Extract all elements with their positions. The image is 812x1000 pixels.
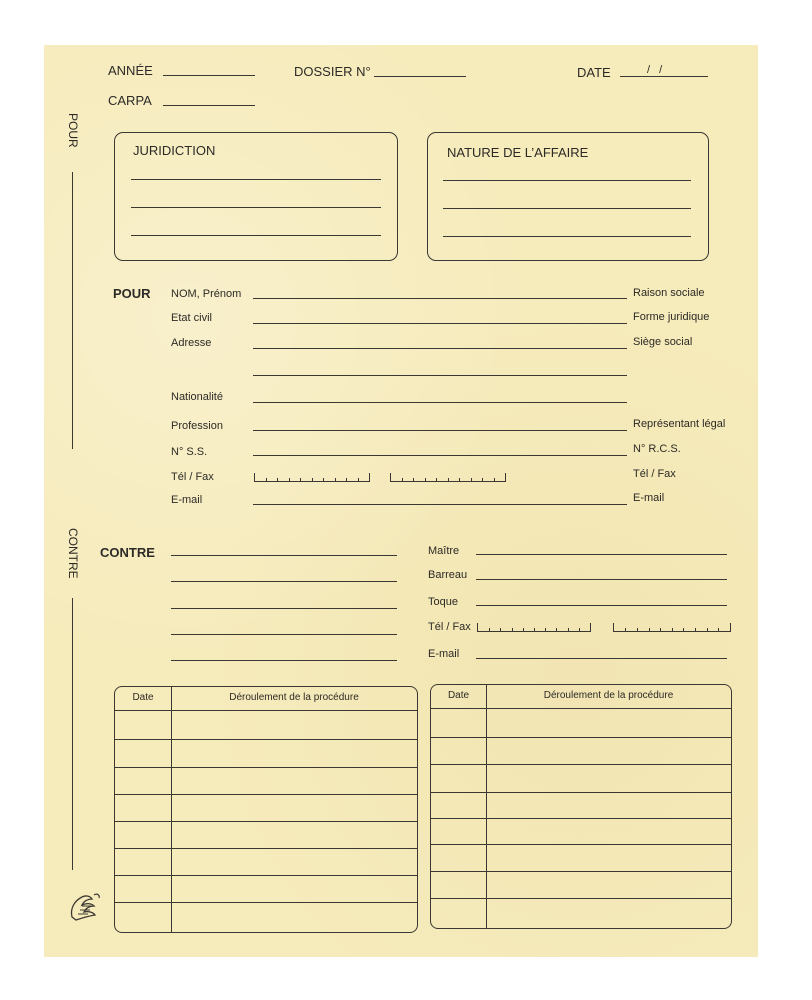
pour-label-tel-fax-right: Tél / Fax bbox=[633, 468, 676, 480]
table-row[interactable] bbox=[115, 821, 417, 822]
pour-label-tel: Tél / Fax bbox=[171, 471, 214, 483]
nature-line[interactable] bbox=[443, 180, 691, 181]
nature-label: NATURE DE L’AFFAIRE bbox=[447, 145, 589, 160]
table-row[interactable] bbox=[115, 848, 417, 849]
pour-label-representant: Représentant légal bbox=[633, 418, 726, 430]
contre-label-email: E-mail bbox=[428, 648, 460, 660]
pour-label-profession: Profession bbox=[171, 420, 223, 432]
date-slashes: / / bbox=[647, 64, 666, 76]
pour-label-email: E-mail bbox=[171, 494, 203, 506]
table-header-procedure: Déroulement de la procédure bbox=[229, 692, 359, 703]
table-row[interactable] bbox=[115, 794, 417, 795]
contre-tel-digit-box[interactable] bbox=[477, 623, 591, 632]
annee-label: ANNÉE bbox=[108, 63, 153, 78]
pour-label-ss: N° S.S. bbox=[171, 446, 208, 458]
pour-label-rcs: N° R.C.S. bbox=[633, 443, 681, 455]
side-contre-label: CONTRE bbox=[66, 528, 80, 579]
pour-label-siege-social: Siège social bbox=[633, 336, 693, 348]
contre-field-line[interactable] bbox=[171, 608, 397, 609]
table-column-divider bbox=[486, 685, 487, 928]
pour-field-line[interactable] bbox=[253, 402, 627, 403]
pour-title: POUR bbox=[113, 286, 151, 301]
date-label: DATE bbox=[577, 65, 611, 80]
table-row[interactable] bbox=[431, 818, 731, 819]
table-row[interactable] bbox=[115, 875, 417, 876]
nature-box bbox=[427, 132, 709, 261]
pour-label-etat-civil: Etat civil bbox=[171, 312, 212, 324]
contre-label-toque: Toque bbox=[428, 596, 458, 608]
pour-field-line[interactable] bbox=[253, 348, 627, 349]
nature-line[interactable] bbox=[443, 208, 691, 209]
side-contre-line bbox=[72, 598, 73, 870]
contre-right-line[interactable] bbox=[476, 658, 727, 659]
procedure-table-left bbox=[114, 686, 418, 933]
pour-label-nom: NOM, Prénom bbox=[171, 288, 242, 300]
juridiction-line[interactable] bbox=[131, 207, 381, 208]
pour-label-email-right: E-mail bbox=[633, 492, 665, 504]
pour-label-forme-juridique: Forme juridique bbox=[633, 311, 710, 323]
pour-field-line[interactable] bbox=[253, 455, 627, 456]
table-header-procedure: Déroulement de la procédure bbox=[543, 690, 674, 701]
pour-label-adresse: Adresse bbox=[171, 337, 212, 349]
side-pour-label: POUR bbox=[66, 113, 80, 148]
pour-field-line[interactable] bbox=[253, 430, 627, 431]
pour-label-raison-sociale: Raison sociale bbox=[633, 287, 705, 299]
nature-line[interactable] bbox=[443, 236, 691, 237]
table-header-date: Date bbox=[132, 692, 154, 703]
contre-field-line[interactable] bbox=[171, 581, 397, 582]
annee-line[interactable] bbox=[163, 75, 255, 76]
contre-label-maitre: Maître bbox=[428, 545, 460, 557]
table-header-date: Date bbox=[447, 690, 470, 701]
table-column-divider bbox=[171, 687, 172, 932]
table-row[interactable] bbox=[431, 871, 731, 872]
table-row[interactable] bbox=[431, 737, 731, 738]
juridiction-line[interactable] bbox=[131, 179, 381, 180]
pour-field-line[interactable] bbox=[253, 504, 627, 505]
dossier-label: DOSSIER N° bbox=[294, 64, 371, 79]
folder-sheet bbox=[44, 45, 758, 957]
table-row[interactable] bbox=[115, 739, 417, 740]
table-row[interactable] bbox=[431, 792, 731, 793]
pour-tel-digit-box[interactable] bbox=[254, 473, 370, 482]
carpa-label: CARPA bbox=[108, 93, 152, 108]
pour-fax-digit-box[interactable] bbox=[390, 473, 506, 482]
contre-field-line[interactable] bbox=[171, 555, 397, 556]
date-line[interactable] bbox=[620, 76, 708, 77]
pour-label-nationalite: Nationalité bbox=[171, 391, 223, 403]
juridiction-line[interactable] bbox=[131, 235, 381, 236]
contre-field-line[interactable] bbox=[171, 634, 397, 635]
pour-field-line[interactable] bbox=[253, 298, 627, 299]
brand-logo-icon bbox=[64, 887, 106, 925]
carpa-line[interactable] bbox=[163, 105, 255, 106]
juridiction-box bbox=[114, 132, 398, 261]
contre-right-line[interactable] bbox=[476, 605, 727, 606]
contre-label-tel-fax: Tél / Fax bbox=[428, 621, 471, 633]
pour-field-line[interactable] bbox=[253, 375, 627, 376]
contre-fax-digit-box[interactable] bbox=[613, 623, 731, 632]
contre-right-line[interactable] bbox=[476, 579, 727, 580]
contre-title: CONTRE bbox=[100, 545, 155, 560]
contre-right-line[interactable] bbox=[476, 554, 727, 555]
pour-field-line[interactable] bbox=[253, 323, 627, 324]
dossier-line[interactable] bbox=[374, 76, 466, 77]
table-row[interactable] bbox=[115, 767, 417, 768]
table-row[interactable] bbox=[115, 902, 417, 903]
juridiction-label: JURIDICTION bbox=[133, 143, 216, 158]
table-row[interactable] bbox=[431, 764, 731, 765]
table-row[interactable] bbox=[431, 898, 731, 899]
procedure-table-right bbox=[430, 684, 732, 929]
side-pour-line bbox=[72, 172, 73, 449]
contre-field-line[interactable] bbox=[171, 660, 397, 661]
table-row[interactable] bbox=[431, 844, 731, 845]
contre-label-barreau: Barreau bbox=[428, 569, 468, 581]
